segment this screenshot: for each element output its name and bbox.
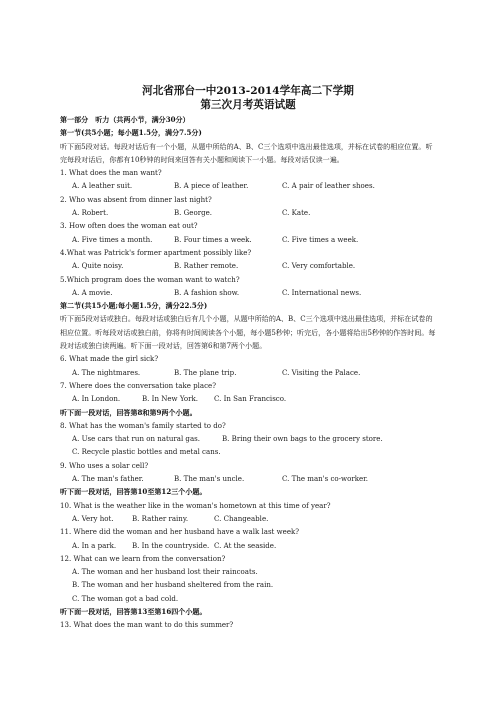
- options-5: [60, 286, 436, 299]
- option-a: A. In London.: [72, 394, 121, 404]
- option-a: A. A movie.: [72, 287, 113, 297]
- option-a: A. A leather suit.: [72, 181, 133, 191]
- option-b: B. A fashion show.: [174, 287, 240, 297]
- option-8a-row: [60, 432, 436, 445]
- option-c: C. International news.: [282, 287, 362, 297]
- option-a: A. Robert.: [72, 208, 109, 218]
- option-c: C. A pair of leather shoes.: [282, 181, 375, 191]
- section2-heading: 第二节(共15小题;每小题1.5分，满分22.5分): [60, 301, 208, 311]
- question-8: 8. What has the woman's family started to do?: [60, 420, 226, 430]
- options-9: [60, 472, 436, 485]
- option-b: B. In the countryside.: [132, 540, 210, 550]
- options-6: [60, 366, 436, 379]
- option-b: B. In New York.: [142, 394, 198, 404]
- options-3: [60, 233, 436, 246]
- option-a: A. Use cars that run on natural gas.: [72, 434, 201, 444]
- option-c: C. Five times a week.: [282, 234, 359, 244]
- question-13: 13. What does the man want to do this summer?: [60, 620, 234, 630]
- option-a: A. The man's father.: [72, 474, 144, 484]
- options-10: [60, 512, 436, 525]
- exam-title-line2: 第三次月考英语试题: [200, 99, 296, 111]
- option-c: C. In San Francisco.: [214, 394, 287, 404]
- group-heading-10-12: 听下面一段对话，回答第10至第12三个小题。: [60, 487, 207, 497]
- options-7: [60, 392, 436, 405]
- group-heading-8-9: 听下面一段对话，回答第8和第9两个小题。: [60, 407, 197, 417]
- options-2: [60, 206, 436, 219]
- option-a: A. The woman and her husband lost their raincoats.: [72, 567, 258, 577]
- question-7: 7. Where does the conversation take place?: [60, 380, 217, 390]
- part1-heading: 第一部分 听力（共两小节，满分30分）: [60, 115, 190, 124]
- option-a: A. The nightmares.: [72, 367, 141, 377]
- option-b: B. George.: [174, 208, 212, 218]
- question-2: 2. Who was absent from dinner last night?: [60, 194, 212, 204]
- section2-instructions: 听下面5段对话或独白。每段对话或独白后有几个小题，从题中所给的A、B、C三个选项中选出最佳选项，并标在试卷的相应位置。听每段对话或独白前，你将有时间阅读各个小题，每小题5秒钟；听完后，各小题将给出5秒钟的作答时间。每段对话或独白读两遍。听下面一段对话，回答第6和第7两个小题。: [60, 314, 436, 351]
- exam-page: [60, 84, 436, 632]
- group-heading-13-16: 听下面一段对话，回答第13至第16四个小题。: [60, 606, 207, 616]
- question-5: 5.Which program does the woman want to watch?: [60, 274, 240, 284]
- option-a: A. Quite noisy.: [72, 261, 124, 271]
- option-a: A. Five times a month.: [72, 234, 153, 244]
- option-b: B. A piece of leather.: [174, 181, 249, 191]
- question-6: 6. What made the girl sick?: [60, 354, 159, 364]
- section1-instructions: 听下面5段对话。每段对话后有一个小题，从题中所给的A、B、C三个选项中选出最佳选项，并标在试卷的相应位置。听完每段对话后，你都有10秒钟的时间来回答有关小题和阅读下一小题。每段对话仅读一遍。: [60, 141, 433, 164]
- option-a: A. Very hot.: [72, 513, 114, 523]
- question-11: 11. Where did the woman and her husband have a walk last week?: [60, 527, 300, 537]
- question-10: 10. What is the weather like in the woman's hometown at this time of year?: [60, 500, 331, 510]
- options-4: [60, 259, 436, 272]
- option-c: C. Kate.: [282, 208, 311, 218]
- exam-title-line1: 河北省邢台一中2013-2014学年高二下学期: [142, 85, 354, 97]
- option-c: C. At the seaside.: [214, 540, 277, 550]
- question-12: 12. What can we learn from the conversation?: [60, 553, 226, 563]
- option-c: C. Recycle plastic bottles and metal cans.: [72, 447, 221, 457]
- question-1: 1. What does the man want?: [60, 168, 162, 178]
- question-9: 9. Who uses a solar cell?: [60, 460, 149, 470]
- option-c: C. The man's co-worker.: [282, 474, 368, 484]
- option-b: B. Rather rainy.: [132, 513, 189, 523]
- option-b: B. Bring their own bags to the grocery store.: [222, 434, 383, 444]
- option-c: C. Changeable.: [214, 513, 269, 523]
- question-3: 3. How often does the woman eat out?: [60, 221, 198, 231]
- option-b: B. The plane trip.: [174, 367, 237, 377]
- option-b: B. The man's uncle.: [174, 474, 245, 484]
- question-4: 4.What was Patrick's former apartment possibly like?: [60, 247, 252, 257]
- option-c: C. Visiting the Palace.: [282, 367, 361, 377]
- section1-heading: 第一节(共5小题；每小题1.5分，满分7.5分): [60, 128, 202, 138]
- option-b: B. Four times a week.: [174, 234, 252, 244]
- option-c: C. The woman got a bad cold.: [72, 593, 179, 603]
- options-11: [60, 539, 436, 552]
- option-b: B. Rather remote.: [174, 261, 239, 271]
- options-1: [60, 179, 436, 192]
- option-c: C. Very comfortable.: [282, 261, 356, 271]
- option-b: B. The woman and her husband sheltered from the rain.: [72, 580, 274, 590]
- option-a: A. In a park.: [72, 540, 117, 550]
